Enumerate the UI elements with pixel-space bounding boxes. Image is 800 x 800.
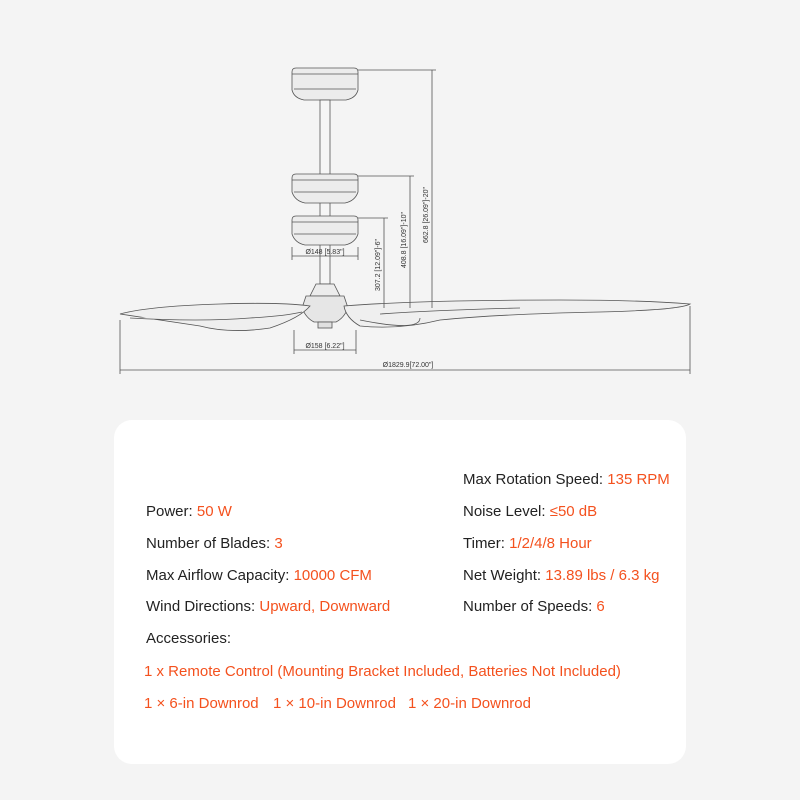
canopy-10in-position (292, 174, 358, 203)
dim-canopy-diameter: Ø148 [5.83"] (305, 249, 345, 256)
spec-value: 6 (596, 598, 605, 615)
accessories-heading-text: Accessories: (146, 630, 232, 647)
dim-span: Ø1829.9[72.00"] (382, 362, 434, 369)
spec-noise-level (463, 503, 597, 521)
spec-label: Number of Blades: (146, 535, 271, 552)
spec-label: Max Rotation Speed: (463, 471, 604, 488)
spec-value: 1/2/4/8 Hour (509, 535, 592, 552)
spec-net-weight (463, 567, 660, 585)
dim-height-6in: 307.2 [12.09"]-6" (375, 238, 382, 292)
spec-number-of-speeds (463, 598, 605, 616)
spec-label: Number of Speeds: (463, 598, 593, 615)
accessory-downrod-6in: 1 × 6-in Downrod (144, 695, 259, 712)
spec-value: 135 RPM (607, 471, 670, 488)
spec-label: Max Airflow Capacity: (146, 567, 290, 584)
accessory-remote-control: 1 x Remote Control (Mounting Bracket Included, Batteries Not Included) (144, 663, 621, 680)
spec-timer (463, 535, 592, 553)
accessory-downrod-20in: 1 × 20-in Downrod (408, 695, 531, 712)
spec-max-rotation-speed (463, 471, 670, 489)
spec-value: ≤50 dB (549, 503, 598, 520)
spec-power (146, 503, 232, 521)
spec-label: Power: (146, 503, 193, 520)
spec-number-of-blades (146, 535, 283, 553)
spec-label: Timer: (463, 535, 505, 552)
spec-label: Net Weight: (463, 567, 542, 584)
accessory-downrod-10in: 1 × 10-in Downrod (273, 695, 396, 712)
spec-max-airflow (146, 567, 372, 585)
dim-height-10in: 408.8 [16.09"]-10" (401, 212, 408, 268)
spec-value: 13.89 lbs / 6.3 kg (545, 567, 660, 584)
dim-housing-diameter: Ø158 [6.22"] (305, 343, 345, 350)
spec-label: Noise Level: (463, 503, 546, 520)
ceiling-canopy (292, 68, 358, 100)
spec-value: 3 (274, 535, 283, 552)
spec-value: 10000 CFM (293, 567, 372, 584)
spec-value: Upward, Downward (259, 598, 391, 615)
canopy-6in-position (292, 216, 358, 245)
fan-blades (120, 300, 690, 331)
spec-label: Wind Directions: (146, 598, 256, 615)
spec-value: 50 W (196, 503, 232, 520)
accessories-heading (146, 630, 231, 648)
dim-height-20in: 662.8 [26.09"]-20" (423, 187, 430, 243)
spec-wind-directions (146, 598, 390, 616)
